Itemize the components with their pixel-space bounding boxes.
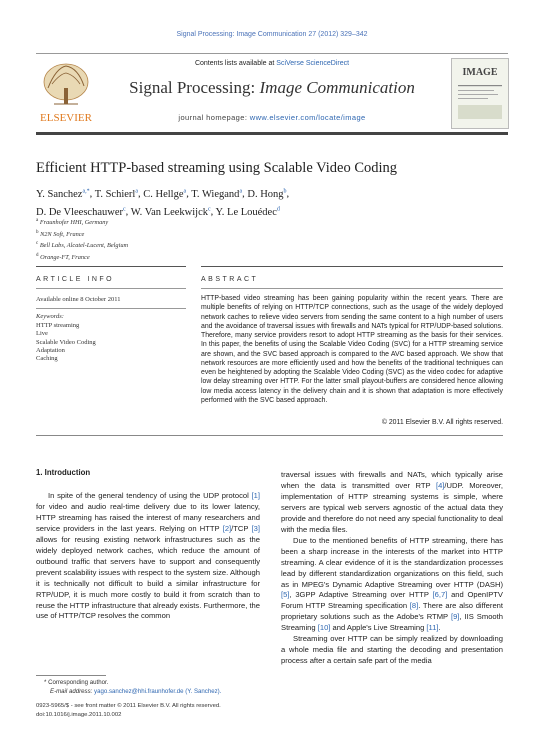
available-online: Available online 8 October 2011 [36, 296, 121, 303]
doi-line[interactable]: doi:10.1016/j.image.2011.10.002 [36, 712, 122, 718]
contents-line: Contents lists available at SciVerse ScienceDirect [194, 60, 350, 67]
author-list: Y. Sanchez$^{a,*}$, T. Schierl$^a$, C. Hellge$^a$, T. Wiegand$^a$, D. Hong$^b$, D. De Vleeschauwer$^c$, W. Van Leekwijck$^c$, Y. Le Louédec$^d$ [36, 188, 290, 218]
journal-homepage: journal homepage: www.elsevier.com/locate/image [178, 113, 366, 122]
divider [201, 266, 503, 267]
homepage-link[interactable]: www.elsevier.com/locate/image [249, 113, 366, 122]
section-heading: 1. Introduction [36, 468, 91, 477]
author[interactable]: T. Wiegand$^a$ [191, 188, 243, 200]
author[interactable]: D. Hong$^b$ [247, 188, 287, 200]
journal-title: Signal Processing: Image Communication [129, 78, 415, 97]
author[interactable]: C. Hellge$^a$ [143, 188, 187, 200]
divider [36, 288, 186, 289]
author[interactable]: D. De Vleeschauwer$^c$ [36, 206, 126, 218]
citation-link[interactable]: [9] [450, 612, 460, 622]
publication-meta [36, 702, 221, 720]
article-info-heading: ARTICLE INFO [36, 276, 115, 283]
paragraph: Due to the mentioned benefits of HTTP streaming, there has been a sharp increase in the interests of the market into HTTP streaming. A clear evidence of it is the standardization processes lead by different standardization organizations on this field, such as in MPEG's Dynamic Adaptive Streaming over HTTP (DASH) [5], 3GPP Adaptive Streaming over HTTP [6,7] and OpenIPTV Forum HTTP Streaming specification [8]. There are also different proprietary solutions such as the Adobe's RTMP [9], IIS Smooth Streaming [10] and Apple's Live Streaming [11]. [281, 535, 503, 633]
author[interactable]: W. Van Leekwijck$^c$ [130, 206, 211, 218]
paragraph: traversal issues with firewalls and NATs, which typically arise when the data is transmitted over RTP [4]/UDP. Moreover, implementation of HTTP streaming systems is simple, where servers are typical web servers agnostic of the actual data they provide and therefore do not need any special functionality to deal with the media files. [281, 470, 503, 534]
abstract-text: HTTP-based video streaming has been gaining popularity within the recent years. There are multiple benefits of relying on HTTP/TCP connections, such as the usage of the widely deployed network caches to relieve video servers from sending the same content to a high number of users and the avoidance of traversal issues with firewalls and NATs typical for RTP/UDP-based solutions. Therefore, many service providers resort to adopt HTTP streaming as the basis for their services. In this paper, the benefits of using the Scalable Video Coding (SVC) for a HTTP streaming service are shown, and the SVC based approach is compared to the AVC based approach. We show that network resources are more efficiently used and how the benefits of the traditional techniques can even be heightened by adopting the Scalable Video Coding (SVC) as the video codec for adaptive low delay streaming over HTTP. For the latter small playout-buffers are considered hence allowing low media access latency in the delivery chain and it is shown that adaptation is more effectively performed with the SVC based approach. [201, 295, 503, 404]
affiliations [36, 216, 128, 262]
citation-link[interactable]: [8] [409, 601, 419, 611]
keyword: Caching [36, 355, 58, 363]
journal-citation-line[interactable]: Signal Processing: Image Communication 27 (2012) 329–342 [176, 31, 368, 38]
author[interactable]: Y. Sanchez$^{a,*}$ [36, 188, 90, 200]
citation-link[interactable]: [3] [251, 523, 260, 533]
journal-cover-thumbnail [451, 58, 509, 129]
body-column-right [281, 470, 503, 667]
article-title: Efficient HTTP-based streaming using Scalable Video Coding [36, 160, 398, 176]
abstract-heading: ABSTRACT [201, 276, 259, 283]
citation-link[interactable]: [5] [281, 590, 290, 600]
keyword: Adaptation [36, 347, 65, 355]
keyword: HTTP streaming [36, 321, 80, 329]
divider [36, 266, 186, 267]
keyword: Live [36, 330, 48, 338]
affiliation: $^b$ N2N Soft, France [36, 229, 85, 238]
paragraph: Streaming over HTTP can be simply realized by downloading a whole media file and starting the decoding and presentation process after a certain safe part of the media [281, 634, 503, 666]
body-column-left [36, 491, 260, 622]
keyword: Scalable Video Coding [36, 338, 96, 346]
author[interactable]: T. Schierl$^a$ [94, 188, 139, 200]
publisher-name: ELSEVIER [40, 112, 92, 124]
sciencedirect-link[interactable]: SciVerse ScienceDirect [276, 60, 350, 67]
affiliation: $^a$ Fraunhofer HHI, Germany [36, 218, 109, 227]
affiliation: $^c$ Bell Labs, Alcatel-Lucent, Belgium [36, 241, 129, 250]
issn-line: 0923-5965/$ - see front matter © 2011 Elsevier B.V. All rights reserved. [36, 703, 221, 709]
copyright-notice: © 2011 Elsevier B.V. All rights reserved. [381, 419, 503, 426]
affiliation: $^d$ Orange-FT, France [36, 252, 90, 261]
keywords-label: Keywords: [36, 313, 64, 321]
citation-link[interactable]: [4] [435, 480, 445, 490]
article-info-block [36, 296, 186, 364]
citation-link[interactable]: [6,7] [432, 590, 448, 600]
citation-link[interactable]: [2] [222, 523, 232, 533]
author-email-link[interactable]: yago.sanchez@hhi.fraunhofer.de (Y. Sanchez). [94, 687, 222, 695]
footnote: * Corresponding author. E-mail address: yago.sanchez@hhi.fraunhofer.de (Y. Sanchez). [36, 679, 256, 697]
divider [36, 435, 503, 436]
cover-text-lines [456, 83, 504, 123]
author[interactable]: Y. Le Louédec$^d$ [215, 206, 280, 218]
footnote-rule [36, 675, 106, 676]
corresponding-author-note: * Corresponding author. [44, 679, 109, 686]
citation-link[interactable]: [11] [426, 623, 439, 633]
divider [201, 288, 503, 289]
divider [36, 308, 186, 309]
citation-link[interactable]: [1] [251, 491, 260, 500]
paragraph: In spite of the general tendency of using the UDP protocol [1] for video and audio real-time delivery due to its lower latency, HTTP streaming has raised the interest of many researchers and service providers in the last years. Relying on HTTP [2]/TCP [3] allows for reusing existing network infrastructures such as the widely deployed network caches, which reduce the amount of outbound traffic that servers have to support and consequently prevent scalability issues with respect to the system size. Although it is technically not difficult to build a similar infrastructure for RTP/UDP, it is much more costly to build it from scratch than to reuse the HTTP infrastructure that already exists. Furthermore, the use of HTTP/TCP resolves the common [36, 491, 260, 621]
cover-title: IMAGE [462, 67, 498, 78]
citation-link[interactable]: [10] [317, 623, 331, 633]
